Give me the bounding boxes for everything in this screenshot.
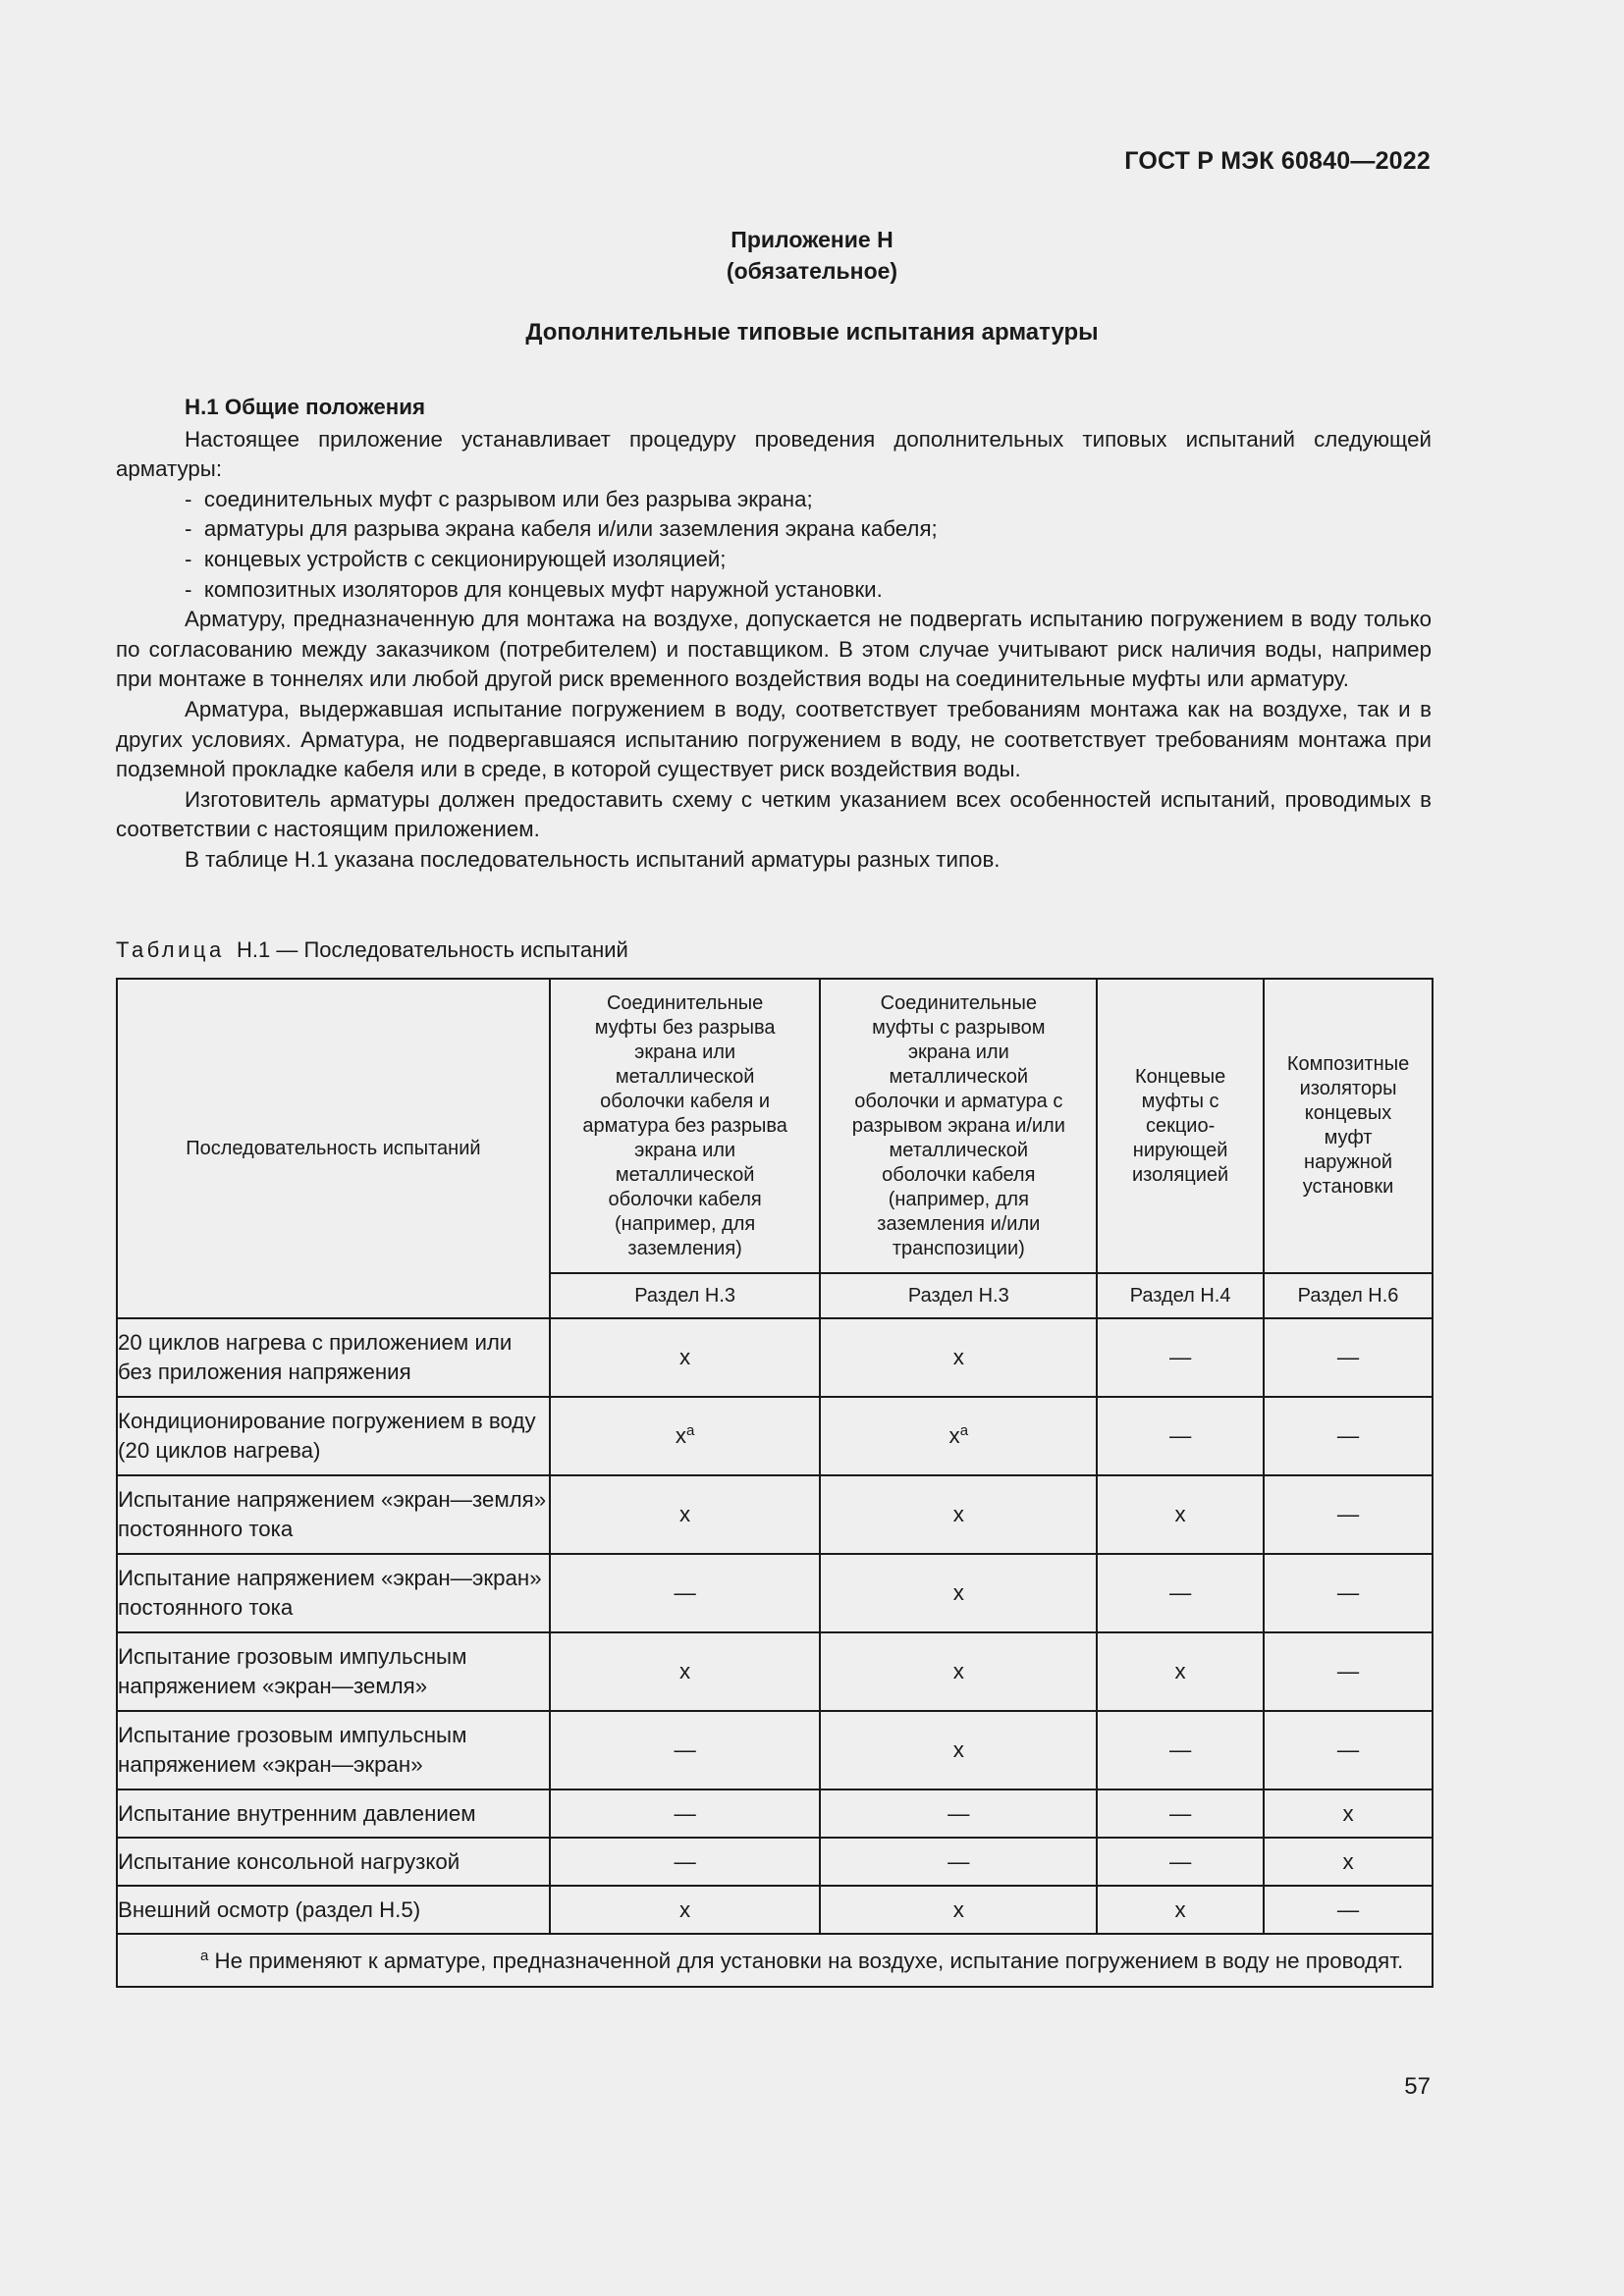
test-name: Внешний осмотр (раздел Н.5) [117,1886,550,1934]
column-header-joints-no-break: Соединительные муфты без разрыва экрана или металлической оболочки кабеля и арматура без разрыва экрана или металлической оболочки кабеля (например, для заземления) [550,979,821,1273]
appendix-main-title: Дополнительные типовые испытания арматуры [525,319,1099,346]
cell-mark: х [820,1554,1097,1632]
cell-mark: х [550,1475,821,1554]
cell-mark: х [820,1475,1097,1554]
list-item: - композитных изоляторов для концевых муфт наружной установки. [185,576,883,602]
cell-mark: — [820,1838,1097,1886]
cell-mark: — [1264,1632,1433,1711]
cell-mark: х [820,1318,1097,1397]
cell-mark: х [1264,1838,1433,1886]
cell-mark: — [1097,1789,1264,1838]
cell-mark: — [550,1789,821,1838]
footnote-mark: а [200,1948,209,1964]
list-item: - концевых устройств с секционирующей изоляцией; [185,546,727,571]
test-name: Кондиционирование погружением в воду (20 циклов нагрева) [117,1397,550,1475]
cell-mark: х [1097,1632,1264,1711]
fittings-list [116,485,1432,605]
cell-mark: х [820,1886,1097,1934]
table-row [117,1397,1433,1475]
cell-mark: — [550,1711,821,1789]
column-header-sequence: Последовательность испытаний [117,979,550,1318]
footnote-ref: а [686,1422,695,1439]
table-header-row [117,979,1433,1273]
cell-mark: х [1264,1789,1433,1838]
cell-mark: — [1097,1554,1264,1632]
appendix-heading [0,224,1624,287]
section-ref: Раздел Н.6 [1264,1273,1433,1318]
test-name: 20 циклов нагрева с приложением или без приложения напряжения [117,1318,550,1397]
section-h1-body [116,393,1432,876]
test-name: Испытание грозовым импульсным напряжением «экран—экран» [117,1711,550,1789]
cell-mark: — [1264,1711,1433,1789]
test-name: Испытание грозовым импульсным напряжением «экран—земля» [117,1632,550,1711]
appendix-title: Приложение Н [731,227,893,252]
table-footnote [117,1934,1433,1987]
cell-mark: — [1264,1397,1433,1475]
cell-mark: — [1264,1886,1433,1934]
cell-mark: — [1264,1554,1433,1632]
table-row [117,1554,1433,1632]
paragraph: Изготовитель арматуры должен предоставить схему с четким указанием всех особенностей испытаний, проводимых в соответствии с настоящим приложением. [116,786,1432,842]
table-footnote-row [117,1934,1433,1987]
cell-mark: х [820,1632,1097,1711]
test-name: Испытание консольной нагрузкой [117,1838,550,1886]
document-code: ГОСТ Р МЭК 60840—2022 [1124,147,1431,175]
cell-mark: $х^а$ [820,1397,1097,1475]
paragraph: Арматура, выдержавшая испытание погружением в воду, соответствует требованиям монтажа как на воздухе, так и в других условиях. Арматура, не подвергавшаяся испытанию погружением в воду, не соответствует требованиям монтажа при подземной прокладке кабеля или в среде, в которой существует риск воздействия воды. [116,696,1432,782]
footnote-ref: а [959,1422,969,1439]
table-row [117,1711,1433,1789]
cell-mark: х [550,1318,821,1397]
section-heading: Н.1 Общие положения [185,395,425,419]
test-name: Испытание напряжением «экран—земля» постоянного тока [117,1475,550,1554]
intro-paragraph: Настоящее приложение устанавливает процедуру проведения дополнительных типовых испытаний следующей арматуры: [116,426,1432,482]
test-name: Испытание внутренним давлением [117,1789,550,1838]
test-sequence-table [116,978,1434,1988]
cell-mark: — [1097,1711,1264,1789]
column-header-joints-with-break: Соединительные муфты с разрывом экрана или металлической оболочки и арматура с разрывом экрана и/или металлической оболочки кабеля (например, для заземления и/или транспозиции) [820,979,1097,1273]
paragraph: В таблице Н.1 указана последовательность испытаний арматуры разных типов. [185,846,1001,872]
table-row [117,1632,1433,1711]
table-caption-title: Н.1 — Последовательность испытаний [237,937,628,962]
table-row [117,1318,1433,1397]
list-item: - арматуры для разрыва экрана кабеля и/или заземления экрана кабеля; [185,516,938,542]
cell-mark: х [1097,1475,1264,1554]
column-header-composite-insulators: Композитные изоляторы концевых муфт наружной установки [1264,979,1433,1273]
cell-mark: — [1097,1838,1264,1886]
cell-mark: х [550,1886,821,1934]
cell-mark: $х^а$ [550,1397,821,1475]
table-row [117,1475,1433,1554]
table-row [117,1789,1433,1838]
section-ref: Раздел Н.4 [1097,1273,1264,1318]
cell-mark: х [820,1711,1097,1789]
cell-mark: — [1097,1318,1264,1397]
appendix-status: (обязательное) [726,258,898,284]
cell-mark: — [1264,1318,1433,1397]
cell-mark: — [820,1789,1097,1838]
cell-mark: — [550,1554,821,1632]
cell-mark: — [550,1838,821,1886]
cell-mark: х [550,1632,821,1711]
table-row [117,1838,1433,1886]
footnote-text: Не применяют к арматуре, предназначенной для установки на воздухе, испытание погружением в воду не проводят. [208,1949,1404,1973]
test-name: Испытание напряжением «экран—экран» постоянного тока [117,1554,550,1632]
table-row [117,1886,1433,1934]
list-item: - соединительных муфт с разрывом или без разрыва экрана; [185,486,813,511]
cell-mark: — [1097,1397,1264,1475]
paragraph: Арматуру, предназначенную для монтажа на воздухе, допускается не подвергать испытанию погружением в воду только по согласованию между заказчиком (потребителем) и поставщиком. В этом случае учитывают риск наличия воды, например при монтаже в тоннелях или любой другой риск временного воздействия воды на соединительные муфты или арматуру. [116,607,1432,692]
column-header-terminations: Концевые муфты с секционирующей изоляцией [1097,979,1264,1273]
table-caption-word: Таблица [116,937,225,962]
cell-mark: — [1264,1475,1433,1554]
table-caption [116,937,628,963]
cell-mark: х [1097,1886,1264,1934]
section-ref: Раздел Н.3 [550,1273,821,1318]
page-number: 57 [1404,2073,1431,2100]
section-ref: Раздел Н.3 [820,1273,1097,1318]
